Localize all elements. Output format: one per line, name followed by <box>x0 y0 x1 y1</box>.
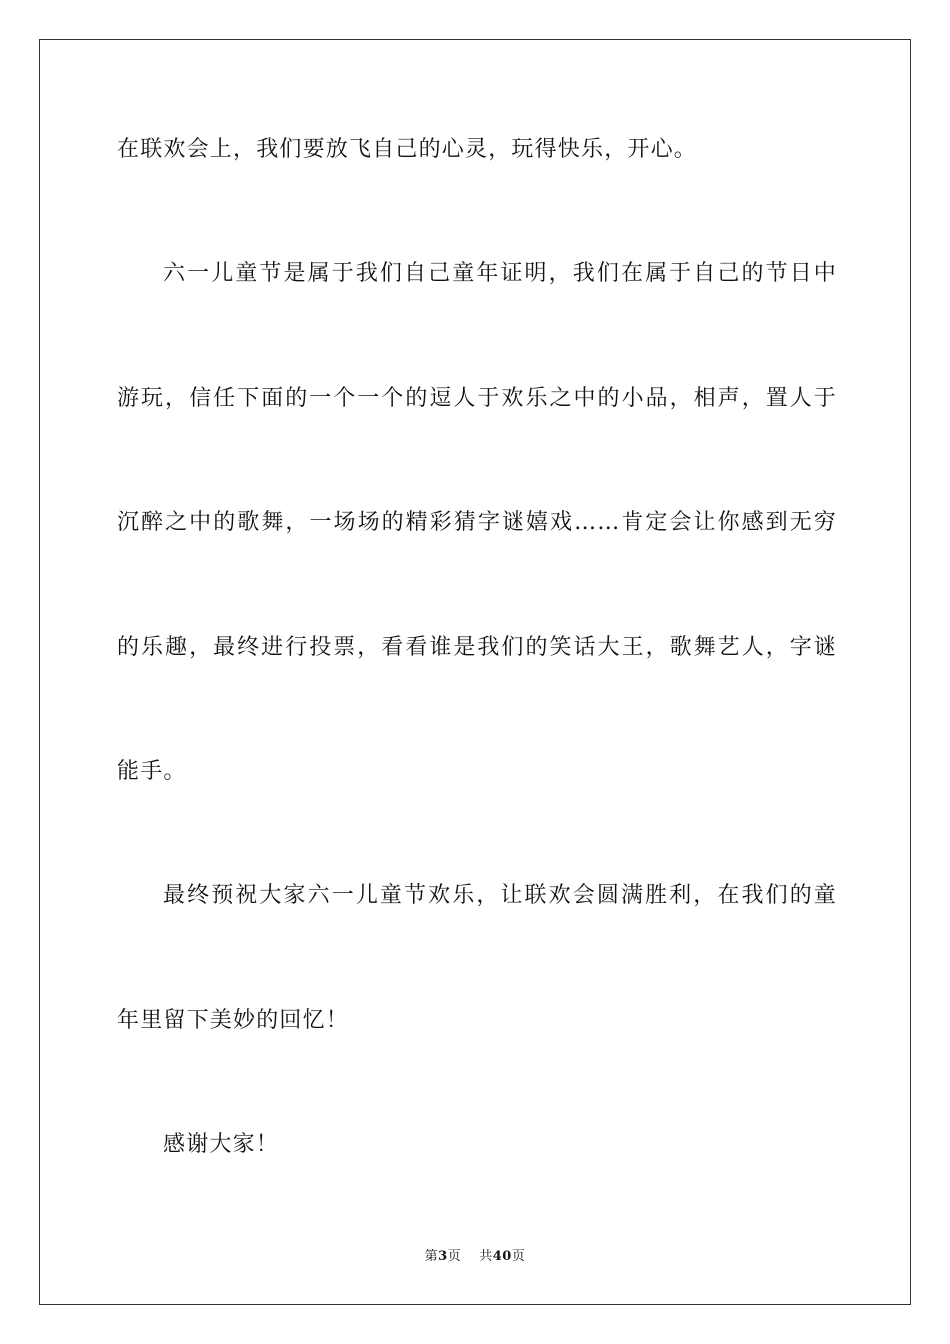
page-border <box>39 39 911 1305</box>
page-footer <box>0 1248 950 1266</box>
page-suffix: 页 <box>447 1249 462 1264</box>
paragraph-line: 感谢大家！ <box>163 1132 280 1157</box>
total-pages: 40 <box>492 1249 512 1264</box>
total-suffix: 页 <box>511 1249 526 1264</box>
paragraph-line: 在联欢会上，我们要放飞自己的心灵，玩得快乐，开心。 <box>117 137 698 162</box>
paragraph-line: 年里留下美妙的回忆！ <box>117 1008 350 1033</box>
paragraph-line: 最终预祝大家六一儿童节欢乐，让联欢会圆满胜利，在我们的童 <box>163 883 837 908</box>
page-prefix: 第 <box>424 1249 439 1264</box>
total-prefix: 共 <box>479 1249 493 1264</box>
paragraph-line: 能手。 <box>117 759 187 784</box>
paragraph-line: 六一儿童节是属于我们自己童年证明，我们在属于自己的节日中 <box>163 261 837 286</box>
paragraph-line: 沉醉之中的歌舞，一场场的精彩猜字谜嬉戏……肯定会让你感到无穷 <box>117 510 837 535</box>
paragraph-line: 的乐趣，最终进行投票，看看谁是我们的笑话大王，歌舞艺人，字谜 <box>117 635 837 660</box>
page-number: 3 <box>438 1249 448 1264</box>
paragraph-line: 游玩，信任下面的一个一个的逗人于欢乐之中的小品，相声，置人于 <box>117 386 837 411</box>
